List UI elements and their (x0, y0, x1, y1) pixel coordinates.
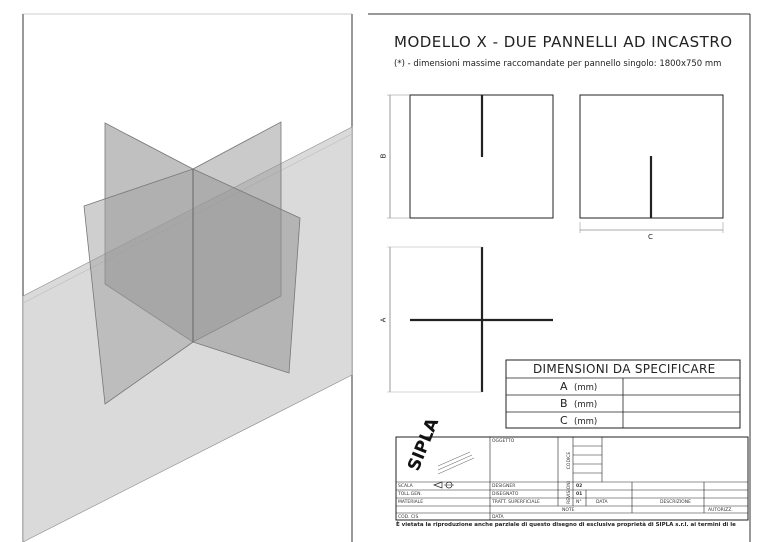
copyright-footer: È vietata la riproduzione anche parziale di questo disegno di esclusiva proprietà di SIPLA s.r.l. ai termini di le (396, 522, 736, 528)
tb-rev-02: 02 (576, 484, 583, 489)
sipla-logo-mark (404, 415, 474, 474)
panel-view-top-slot (387, 95, 553, 218)
dim-label-a: A (379, 317, 388, 323)
tb-data-col: DATA (596, 500, 608, 505)
tb-cod-cis: COD. CIS (398, 515, 419, 520)
tb-rev-01: 01 (576, 492, 583, 497)
row-b-unit: (mm) (574, 400, 598, 410)
row-b-label: B (560, 397, 568, 410)
panel-view-bottom-slot (580, 95, 723, 233)
projection-symbol-icon (434, 482, 454, 488)
tb-data: DATA (492, 515, 504, 520)
tb-codice: CODICE (567, 451, 573, 470)
tb-oggetto: OGGETTO (492, 439, 515, 444)
dimensions-note: (*) - dimensioni massime raccomandate per pannello singolo: 1800x750 mm (394, 59, 722, 69)
tb-n: N° (576, 500, 582, 505)
tb-autorizz: AUTORIZZ. (708, 508, 733, 513)
tb-disegnato: DISEGNATO (492, 492, 519, 497)
row-c-label: C (560, 414, 568, 427)
table-header: DIMENSIONI DA SPECIFICARE (533, 362, 716, 376)
tb-descrizione: DESCRIZIONE (660, 500, 691, 505)
dim-label-b: B (379, 153, 388, 159)
dim-label-c: C (648, 233, 653, 241)
svg-text:SIPLA: SIPLA (404, 415, 444, 474)
row-c-unit: (mm) (574, 417, 598, 427)
row-a-unit: (mm) (574, 383, 598, 393)
row-a-label: A (560, 380, 568, 393)
tb-designer: DESIGNER (492, 484, 516, 489)
tb-scala: SCALA (398, 484, 413, 489)
tb-materiale: MATERIALE (398, 500, 424, 505)
tb-revisioni: REVISIONI (566, 481, 572, 504)
drawing-title: MODELLO X - DUE PANNELLI AD INCASTRO (394, 33, 733, 51)
tb-note: NOTE (562, 508, 575, 513)
tb-toll-gen: TOLL.GEN. (398, 492, 422, 497)
tb-tratt-superficiale: TRATT. SUPERFICIALE (492, 500, 540, 505)
